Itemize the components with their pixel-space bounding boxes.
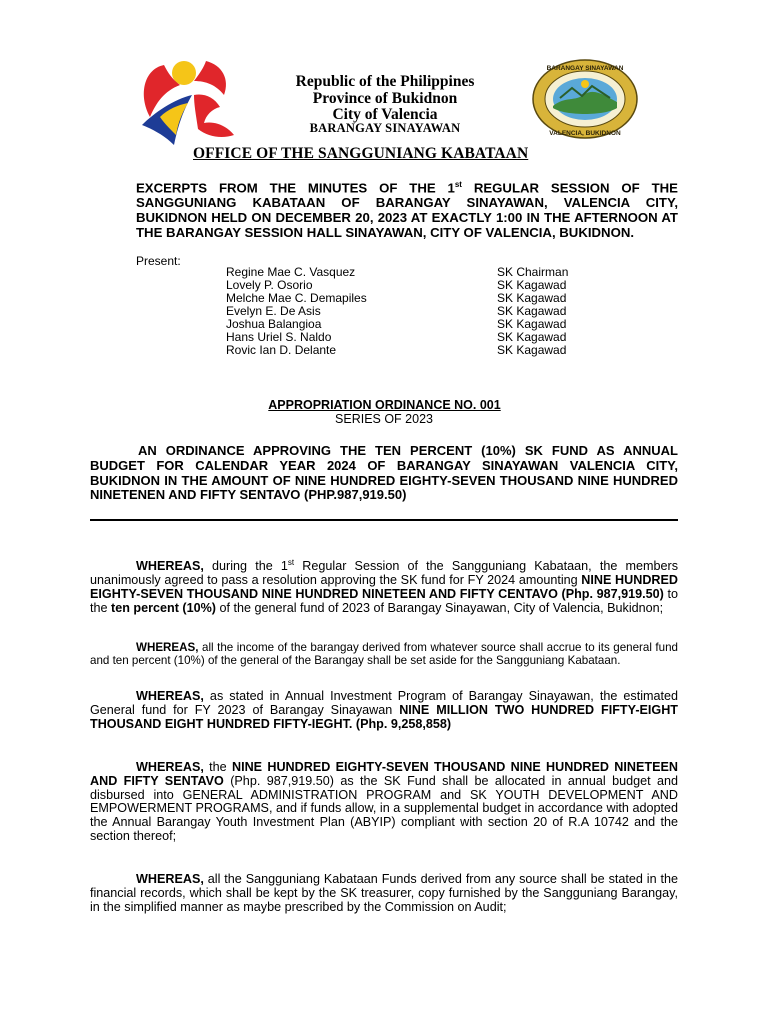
- excerpt-heading: EXCERPTS FROM THE MINUTES OF THE 1st REGULAR SESSION OF THE SANGGUNIANG KABATAAN OF BARANGAY SINAYAWAN, VALENCIA CITY, BUKIDNON HELD ON DECEMBER 20, 2023 AT EXACTLY 1:00 IN THE AFTERNOON AT THE BARANGAY SESSION HALL SINAYAWAN, CITY OF VALENCIA, BUKIDNON.: [136, 180, 678, 241]
- present-label: Present:: [136, 254, 181, 268]
- whereas-paragraph-3: WHEREAS, as stated in Annual Investment Program of Barangay Sinayawan, the estimated General fund for FY 2023 of Barangay Sinayawan NINE MILLION TWO HUNDRED FIFTY-EIGHT THOUSAND EIGHT HUNDRED FIFTY-IEGHT. (Php. 9,258,858): [90, 689, 678, 731]
- attendee-name: Joshua Balangioa: [226, 317, 322, 331]
- attendee-name: Lovely P. Osorio: [226, 278, 313, 292]
- divider: [90, 519, 678, 521]
- list-item: [226, 344, 586, 357]
- ordinance-title: APPROPRIATION ORDINANCE NO. 001: [268, 398, 501, 412]
- barangay-seal-icon: [530, 58, 640, 140]
- header-republic: Republic of the Philippines: [295, 73, 475, 90]
- whereas-paragraph-2: WHEREAS, all the income of the barangay derived from whatever source shall accrue to its general fund and ten percent (10%) of the general of the Barangay shall be set aside for the Sangguniang Kabataan.: [90, 641, 678, 667]
- attendee-position: SK Kagawad: [497, 291, 567, 305]
- attendee-position: SK Kagawad: [497, 278, 567, 292]
- ordinance-series: SERIES OF 2023: [335, 412, 433, 426]
- attendee-position: SK Kagawad: [497, 317, 567, 331]
- attendee-name: Evelyn E. De Asis: [226, 304, 321, 318]
- attendee-name: Hans Uriel S. Naldo: [226, 330, 332, 344]
- whereas-paragraph-5: WHEREAS, all the Sangguniang Kabataan Funds derived from any source shall be stated in the financial records, which shall be kept by the SK treasurer, copy furnished by the Sangguniang Barangay, in the simplified manner as maybe prescribed by the Commission on Audit;: [90, 872, 678, 914]
- seal-top-text: BARANGAY SINAYAWAN: [546, 65, 624, 72]
- attendee-position: SK Kagawad: [497, 343, 567, 357]
- whereas-paragraph-1: WHEREAS, during the 1st Regular Session of the Sangguniang Kabataan, the members unanimously agreed to pass a resolution approving the SK fund for FY 2024 amounting NINE HUNDRED EIGHTY-SEVEN THOUSAND NINE HUNDRED NINETEEN AND FIFTY CENTAVO (Php. 987,919.50) to the ten percent (10%) of the general fund of 2023 of Barangay Sinayawan, City of Valencia, Bukidnon;: [90, 558, 679, 615]
- attendee-position: SK Kagawad: [497, 330, 567, 344]
- sk-logo-icon: [134, 55, 242, 151]
- attendee-position: SK Chairman: [497, 265, 569, 279]
- attendee-position: SK Kagawad: [497, 304, 567, 318]
- attendee-name: Melche Mae C. Demapiles: [226, 291, 367, 305]
- header-province: Province of Bukidnon: [312, 90, 458, 107]
- attendee-name: Regine Mae C. Vasquez: [226, 265, 356, 279]
- attendee-name: Rovic Ian D. Delante: [226, 343, 337, 357]
- ordinance-body: AN ORDINANCE APPROVING THE TEN PERCENT (10%) SK FUND AS ANNUAL BUDGET FOR CALENDAR YEAR 2024 OF BARANGAY SINAYAWAN VALENCIA CITY, BUKIDNON IN THE AMOUNT OF NINE HUNDRED EIGHTY-SEVEN THOUSAND NINE HUNDRED NINETENEN AND FIFTY SENTAVO (PHP.987,919.50): [90, 443, 678, 503]
- seal-bottom-text: VALENCIA, BUKIDNON: [549, 130, 621, 137]
- header-barangay: BARANGAY SINAYAWAN: [309, 121, 461, 135]
- whereas-paragraph-4: WHEREAS, the NINE HUNDRED EIGHTY-SEVEN THOUSAND NINE HUNDRED NINETEEN AND FIFTY SENTAVO (Php. 987,919.50) as the SK Fund shall be allocated in annual budget and disbursed into GENERAL ADMINISTRATION PROGRAM and SK YOUTH DEVELOPMENT AND EMPOWERMENT PROGRAMS, and if funds allow, in a supplemental budget in accordance with adopted the Annual Barangay Youth Investment Plan (ABYIP) compliant with section 20 of R.A 10742 and the section thereof;: [90, 760, 678, 843]
- header-city: City of Valencia: [332, 106, 438, 123]
- office-title: OFFICE OF THE SANGGUNIANG KABATAAN: [193, 145, 529, 162]
- attendance-list: [226, 266, 586, 357]
